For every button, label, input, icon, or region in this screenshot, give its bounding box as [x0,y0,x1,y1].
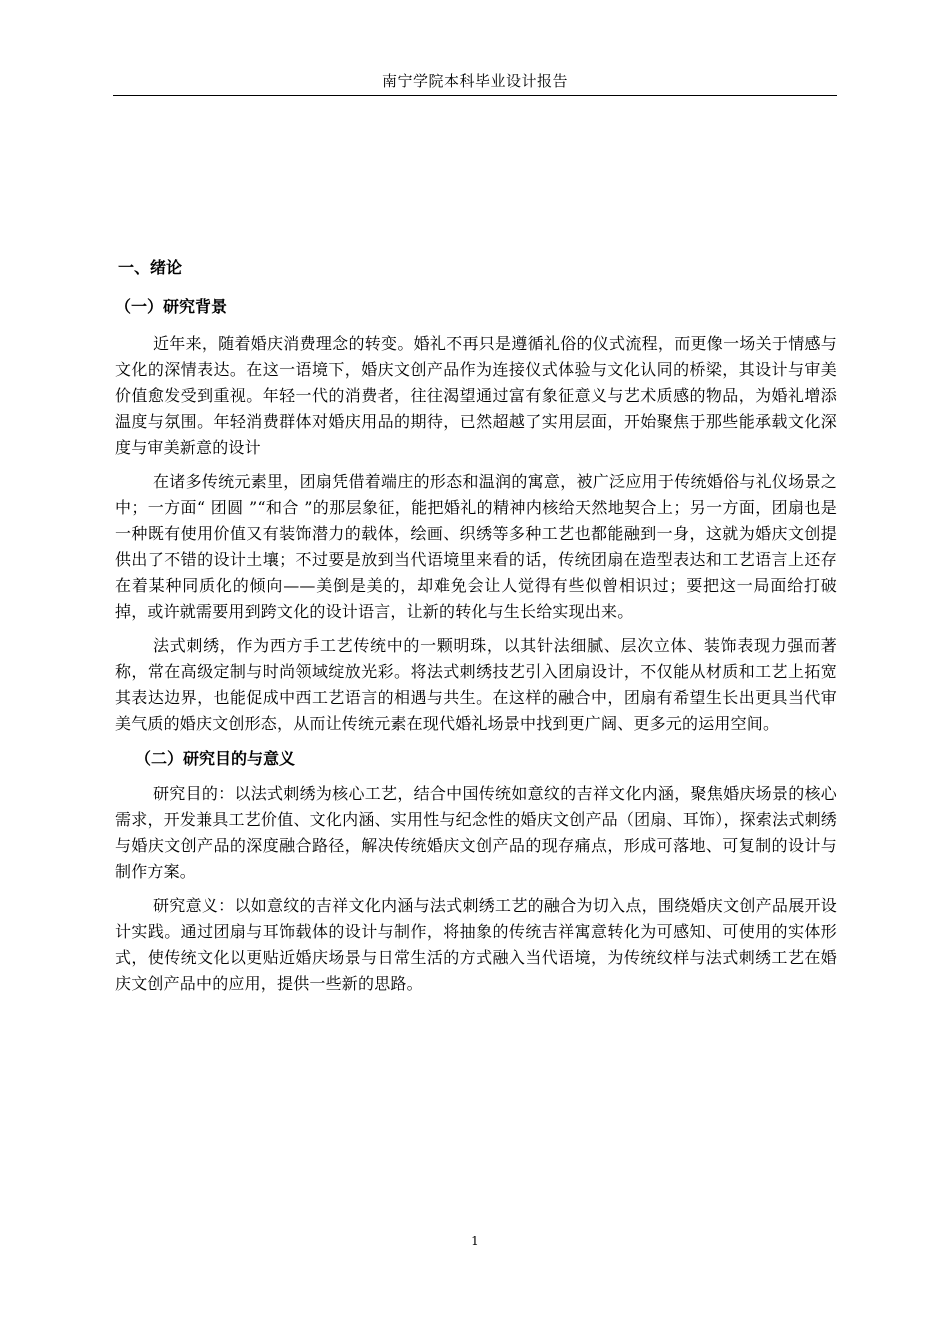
paragraph: 研究目的：以法式刺绣为核心工艺，结合中国传统如意纹的吉祥文化内涵，聚焦婚庆场景的核心需求，开发兼具工艺价值、文化内涵、实用性与纪念性的婚庆文创产品（团扇、耳饰），探索法式刺绣与婚庆文创产品的深度融合路径，解决传统婚庆文创产品的现存痛点，形成可落地、可复制的设计与制作方案。 [115,784,837,881]
paragraph: 法式刺绣，作为西方手工艺传统中的一颗明珠，以其针法细腻、层次立体、装饰表现力强而著称，常在高级定制与时尚领域绽放光彩。将法式刺绣技艺引入团扇设计，不仅能从材质和工艺上拓宽其表达边界，也能促成中西工艺语言的相遇与共生。在这样的融合中，团扇有希望生长出更具当代审美气质的婚庆文创形态，从而让传统元素在现代婚礼场景中找到更广阔、更多元的运用空间。 [115,636,837,733]
paragraph: 在诸多传统元素里，团扇凭借着端庄的形态和温润的寓意，被广泛应用于传统婚俗与礼仪场景之中；一方面“ 团圆 ”“和合 ”的那层象征，能把婚礼的精神内核给天然地契合上；另一方面，团扇也是一种既有使用价值又有装饰潜力的载体，绘画、织绣等多种工艺也都能融到一身，这就为婚庆文创提供出了不错的设计土壤；不过要是放到当代语境里来看的话，传统团扇在造型表达和工艺语言上还存在着某种同质化的倾向——美倒是美的，却难免会让人觉得有些似曾相识过；要把这一局面给打破掉，或许就需要用到跨文化的设计语言，让新的转化与生长给实现出来。 [115,472,837,621]
page-header-title: 南宁学院本科毕业设计报告 [381,72,568,90]
page-number: 1 [471,1234,479,1248]
document-body [115,254,837,1005]
paragraph: 研究意义：以如意纹的吉祥文化内涵与法式刺绣工艺的融合为切入点，围绕婚庆文创产品展开设计实践。通过团扇与耳饰载体的设计与制作，将抽象的传统吉祥寓意转化为可感知、可使用的实体形式，使传统文化以更贴近婚庆场景与日常生活的方式融入当代语境，为传统纹样与法式刺绣工艺在婚庆文创产品中的应用，提供一些新的思路。 [115,896,837,993]
subsection-heading-background: （一）研究背景 [115,297,228,316]
header-divider [113,95,837,96]
section-heading: 一、绪论 [118,258,183,277]
paragraph: 近年来，随着婚庆消费理念的转变。婚礼不再只是遵循礼俗的仪式流程，而更像一场关于情感与文化的深情表达。在这一语境下，婚庆文创产品作为连接仪式体验与文化认同的桥梁，其设计与审美价值愈发受到重视。年轻一代的消费者，往往渴望通过富有象征意义与艺术质感的物品，为婚礼增添温度与氛围。年轻消费群体对婚庆用品的期待，已然超越了实用层面，开始聚焦于那些能承载文化深度与审美新意的设计 [115,334,837,457]
subsection-heading-purpose: （二）研究目的与意义 [135,749,296,768]
